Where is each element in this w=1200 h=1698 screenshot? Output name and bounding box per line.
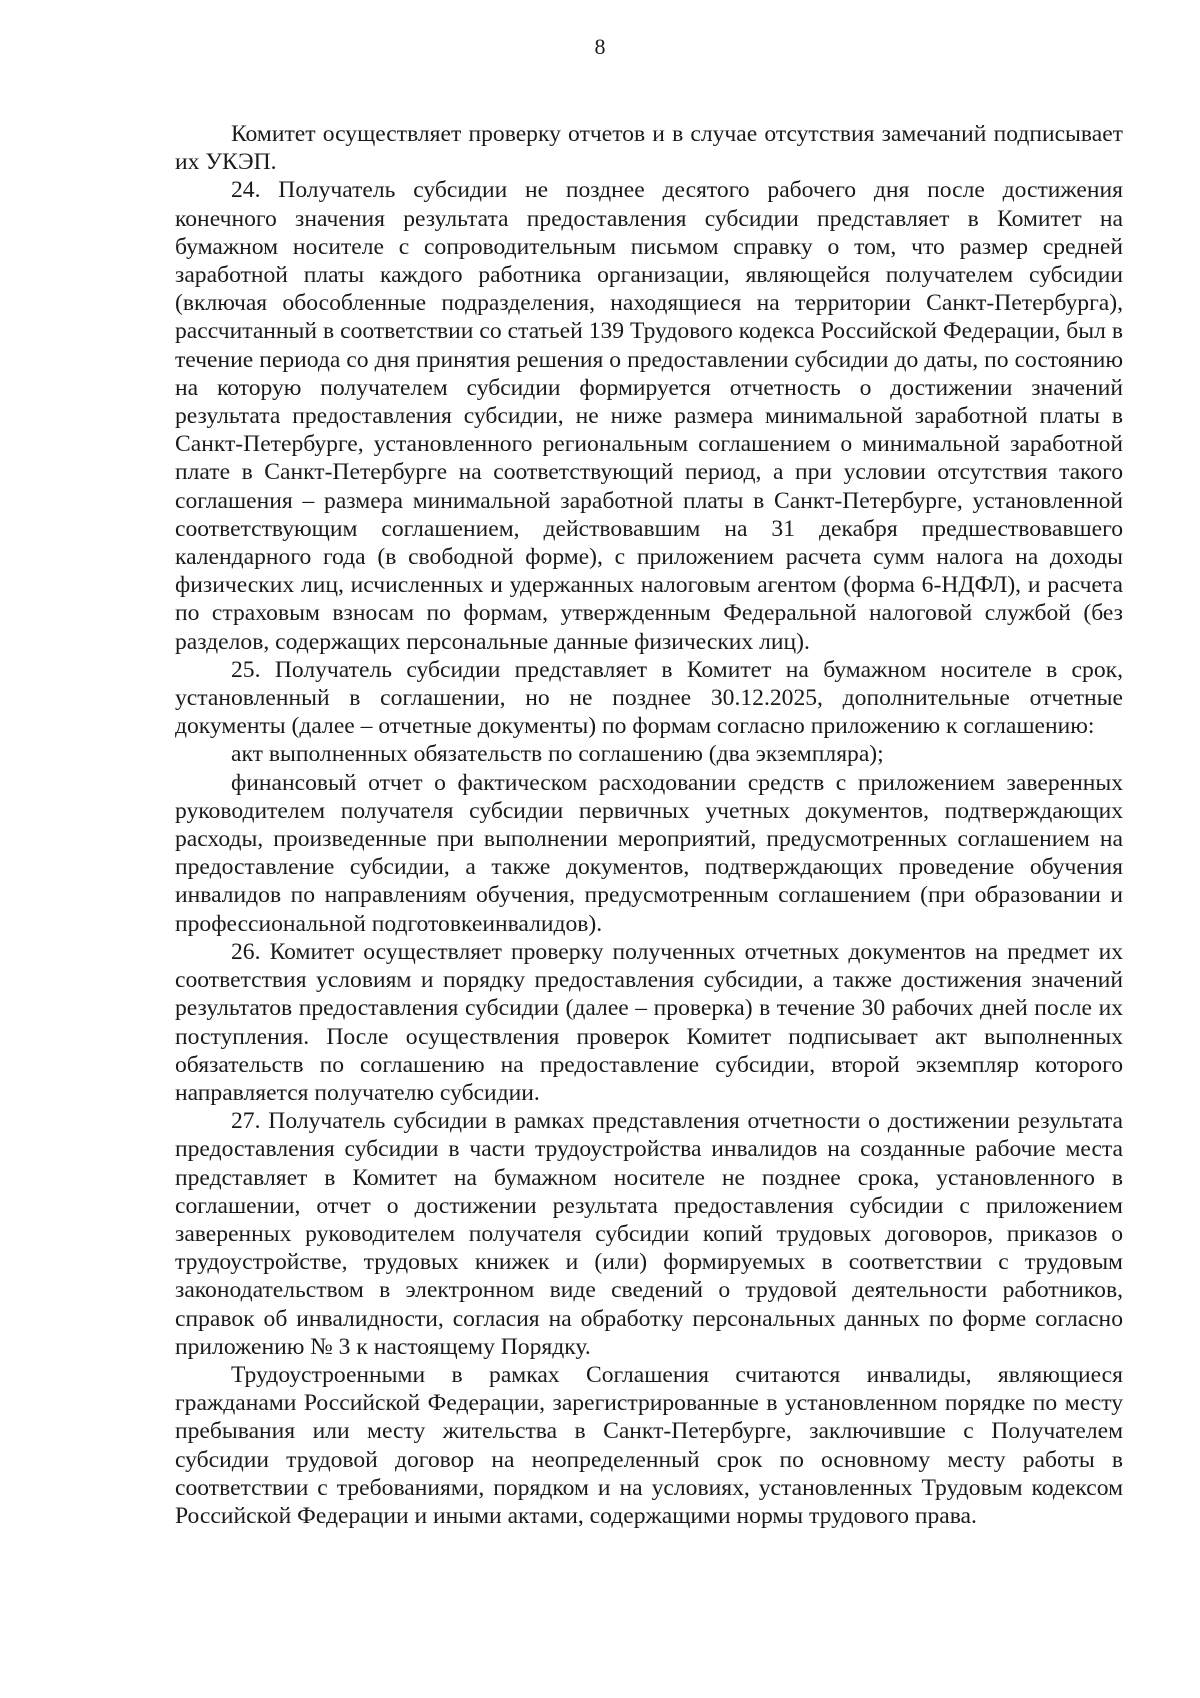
paragraph-26: 26. Комитет осуществляет проверку полученных отчетных документов на предмет их соответствия условиям и порядку предоставления субсидии, а также достижения значений результатов предоставления субсидии (далее – проверка) в течение 30 рабочих дней после их поступления. После осуществления проверок Комитет подписывает акт выполненных обязательств по соглашению на предоставление субсидии, второй экземпляр которого направляется получателю субсидии. <box>175 938 1123 1106</box>
document-body <box>175 120 1123 1530</box>
paragraph-24: 24. Получатель субсидии не позднее десятого рабочего дня после достижения конечного значения результата предоставления субсидии представляет в Комитет на бумажном носителе с сопроводительным письмом справку о том, что размер средней заработной платы каждого работника организации, являющейся получателем субсидии (включая обособленные подразделения, находящиеся на территории Санкт-Петербурга), рассчитанный в соответствии со статьей 139 Трудового кодекса Российской Федерации, был в течение периода со дня принятия решения о предоставлении субсидии до даты, по состоянию на которую получателем субсидии формируется отчетность о достижении значений результата предоставления субсидии, не ниже размера минимальной заработной платы в Санкт-Петербурге, установленного региональным соглашением о минимальной заработной плате в Санкт-Петербурге на соответствующий период, а при условии отсутствия такого соглашения – размера минимальной заработной платы в Санкт-Петербурге, установленной соответствующим соглашением, действовавшим на 31 декабря предшествовавшего календарного года (в свободной форме), с приложением расчета сумм налога на доходы физических лиц, исчисленных и удержанных налоговым агентом (форма 6-НДФЛ), и расчета по страховым взносам по формам, утвержденным Федеральной налоговой службой (без разделов, содержащих персональные данные физических лиц). <box>175 177 1123 655</box>
paragraph-25-item-act: акт выполненных обязательств по соглашению (два экземпляра); <box>231 741 884 768</box>
paragraph-27: 27. Получатель субсидии в рамках представления отчетности о достижении результата предоставления субсидии в части трудоустройства инвалидов на созданные рабочие места представляет в Комитет на бумажном носителе не позднее срока, установленного в соглашении, отчет о достижении результата предоставления субсидии с приложением заверенных руководителем получателя субсидии копий трудовых договоров, приказов о трудоустройстве, трудовых книжек и (или) формируемых в соответствии с трудовым законодательством в электронном виде сведений о трудовой деятельности работников, справок об инвалидности, согласия на обработку персональных данных по форме согласно приложению № 3 к настоящему Порядку. <box>175 1108 1123 1360</box>
paragraph-employed-definition: Трудоустроенными в рамках Соглашения считаются инвалиды, являющиеся гражданами Российской Федерации, зарегистрированные в установленном порядке по месту пребывания или месту жительства в Санкт-Петербурге, заключившие с Получателем субсидии трудовой договор на неопределенный срок по основному месту работы в соответствии с требованиями, порядком и на условиях, установленных Трудовым кодексом Российской Федерации и иными актами, содержащими нормы трудового права. <box>175 1361 1123 1529</box>
page-number: 8 <box>594 34 606 59</box>
paragraph-25-item-report: финансовый отчет о фактическом расходовании средств с приложением заверенных руководителем получателя субсидии первичных учетных документов, подтверждающих расходы, произведенные при выполнении мероприятий, предусмотренных соглашением на предоставление субсидии, а также документов, подтверждающих проведение обучения инвалидов по направлениям обучения, предусмотренным соглашением (при образовании и профессиональной подготовкеинвалидов). <box>175 769 1123 937</box>
paragraph-25: 25. Получатель субсидии представляет в Комитет на бумажном носителе в срок, установленный в соглашении, но не позднее 30.12.2025, дополнительные отчетные документы (далее – отчетные документы) по формам согласно приложению к соглашению: <box>175 656 1123 740</box>
paragraph-intro: Комитет осуществляет проверку отчетов и в случае отсутствия замечаний подписывает их УКЭП. <box>175 121 1123 176</box>
